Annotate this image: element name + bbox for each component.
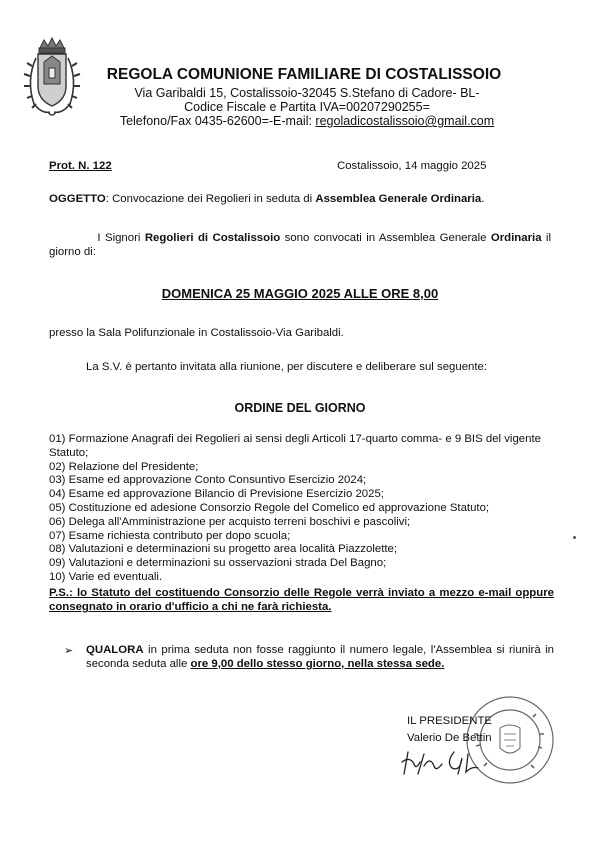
qualora-text-1: in prima seduta non fosse raggiunto il numero legale, l'Assemblea si riunirà in [143,644,554,656]
subject-bold: Assemblea Generale Ordinaria [315,193,482,205]
agenda-item: 02) Relazione del Presidente; [49,460,199,473]
invitation-text: La S.V. è pertanto invitata alla riunione, per discutere e deliberare sul seguente: [86,361,488,373]
handwritten-signature [398,744,488,778]
convocation-line-1 [49,231,551,245]
agenda-item: Statuto; [49,446,89,459]
convocation-e: il [541,232,551,244]
convocation-line-2: giorno di: [49,246,96,258]
convocation-d: Ordinaria [490,232,542,244]
agenda-item: 09) Valutazioni e determinazioni su osservazioni strada Del Bagno; [49,557,387,570]
organization-fiscal-code: Codice Fiscale e Partita IVA=00207290255= [184,100,430,114]
agenda-title: ORDINE DEL GIORNO [234,401,366,415]
qualora-time: ore 9,00 dello stesso giorno, nella stessa sede. [190,658,445,670]
meeting-location: presso la Sala Polifunzionale in Costalissoio-Via Garibaldi. [49,327,344,339]
subject-line [49,192,484,206]
agenda-list [49,433,554,585]
subject-text: : Convocazione dei Regolieri in seduta di [105,193,316,205]
organization-address: Via Garibaldi 15, Costalissoio-32045 S.Stefano di Cadore- BL- [134,86,480,100]
email-link[interactable]: regoladicostalissoio@gmail.com [315,114,495,128]
organization-title: REGOLA COMUNIONE FAMILIARE DI COSTALISSOIO [106,66,502,83]
convocation-paragraph [49,231,551,259]
agenda-item: 04) Esame ed approvazione Bilancio di Previsione Esercizio 2025; [49,488,384,501]
president-title: IL PRESIDENTE [407,715,493,727]
second-session-note [86,643,554,671]
agenda-item: 08) Valutazioni e determinazioni su progetto area località Piazzolette; [49,543,398,556]
contacts-label: Telefono/Fax 0435-62600=-E-mail: [119,114,316,128]
letter-date: Costalissoio, 14 maggio 2025 [337,160,487,172]
organization-contacts [0,114,600,128]
qualora-label: QUALORA [86,644,144,656]
protocol-number: Prot. N. 122 [49,160,112,172]
subject-end: . [481,193,485,205]
convocation-a: I Signori [97,232,145,244]
subject-label: OGGETTO [49,193,106,205]
agenda-item: 01) Formazione Anagrafi dei Regolieri ai sensi degli Articoli 17-quarto comma- e 9 BIS del vigente [49,433,541,445]
agenda-item: 07) Esame richiesta contributo per dopo scuola; [49,529,291,542]
president-name: Valerio De Bettin [407,732,492,744]
meeting-date: DOMENICA 25 MAGGIO 2025 ALLE ORE 8,00 [161,286,439,301]
arrow-bullet-icon: ➢ [64,645,74,657]
scan-speck [573,536,576,539]
convocation-b: Regolieri di Costalissoio [144,232,281,244]
convocation-c: sono convocati in Assemblea Generale [280,232,491,244]
agenda-item: 05) Costituzione ed adesione Consorzio Regole del Comelico ed approvazione Statuto; [49,501,490,514]
agenda-item: 10) Varie ed eventuali. [49,570,163,583]
second-session-line-1 [86,643,554,657]
postscript-note [49,586,554,614]
agenda-item: 06) Delega all'Amministrazione per acquisto terreni boschivi e pascolivi; [49,515,411,528]
qualora-text-2: seconda seduta alle [86,658,191,670]
postscript-line-1: P.S.: lo Statuto del costituendo Consorzio delle Regole verrà inviato a mezzo e-mail oppure [49,587,554,599]
postscript-line-2: consegnato in orario d'ufficio a chi ne farà richiesta. [49,601,332,613]
agenda-item: 03) Esame ed approvazione Conto Consuntivo Esercizio 2024; [49,474,367,487]
